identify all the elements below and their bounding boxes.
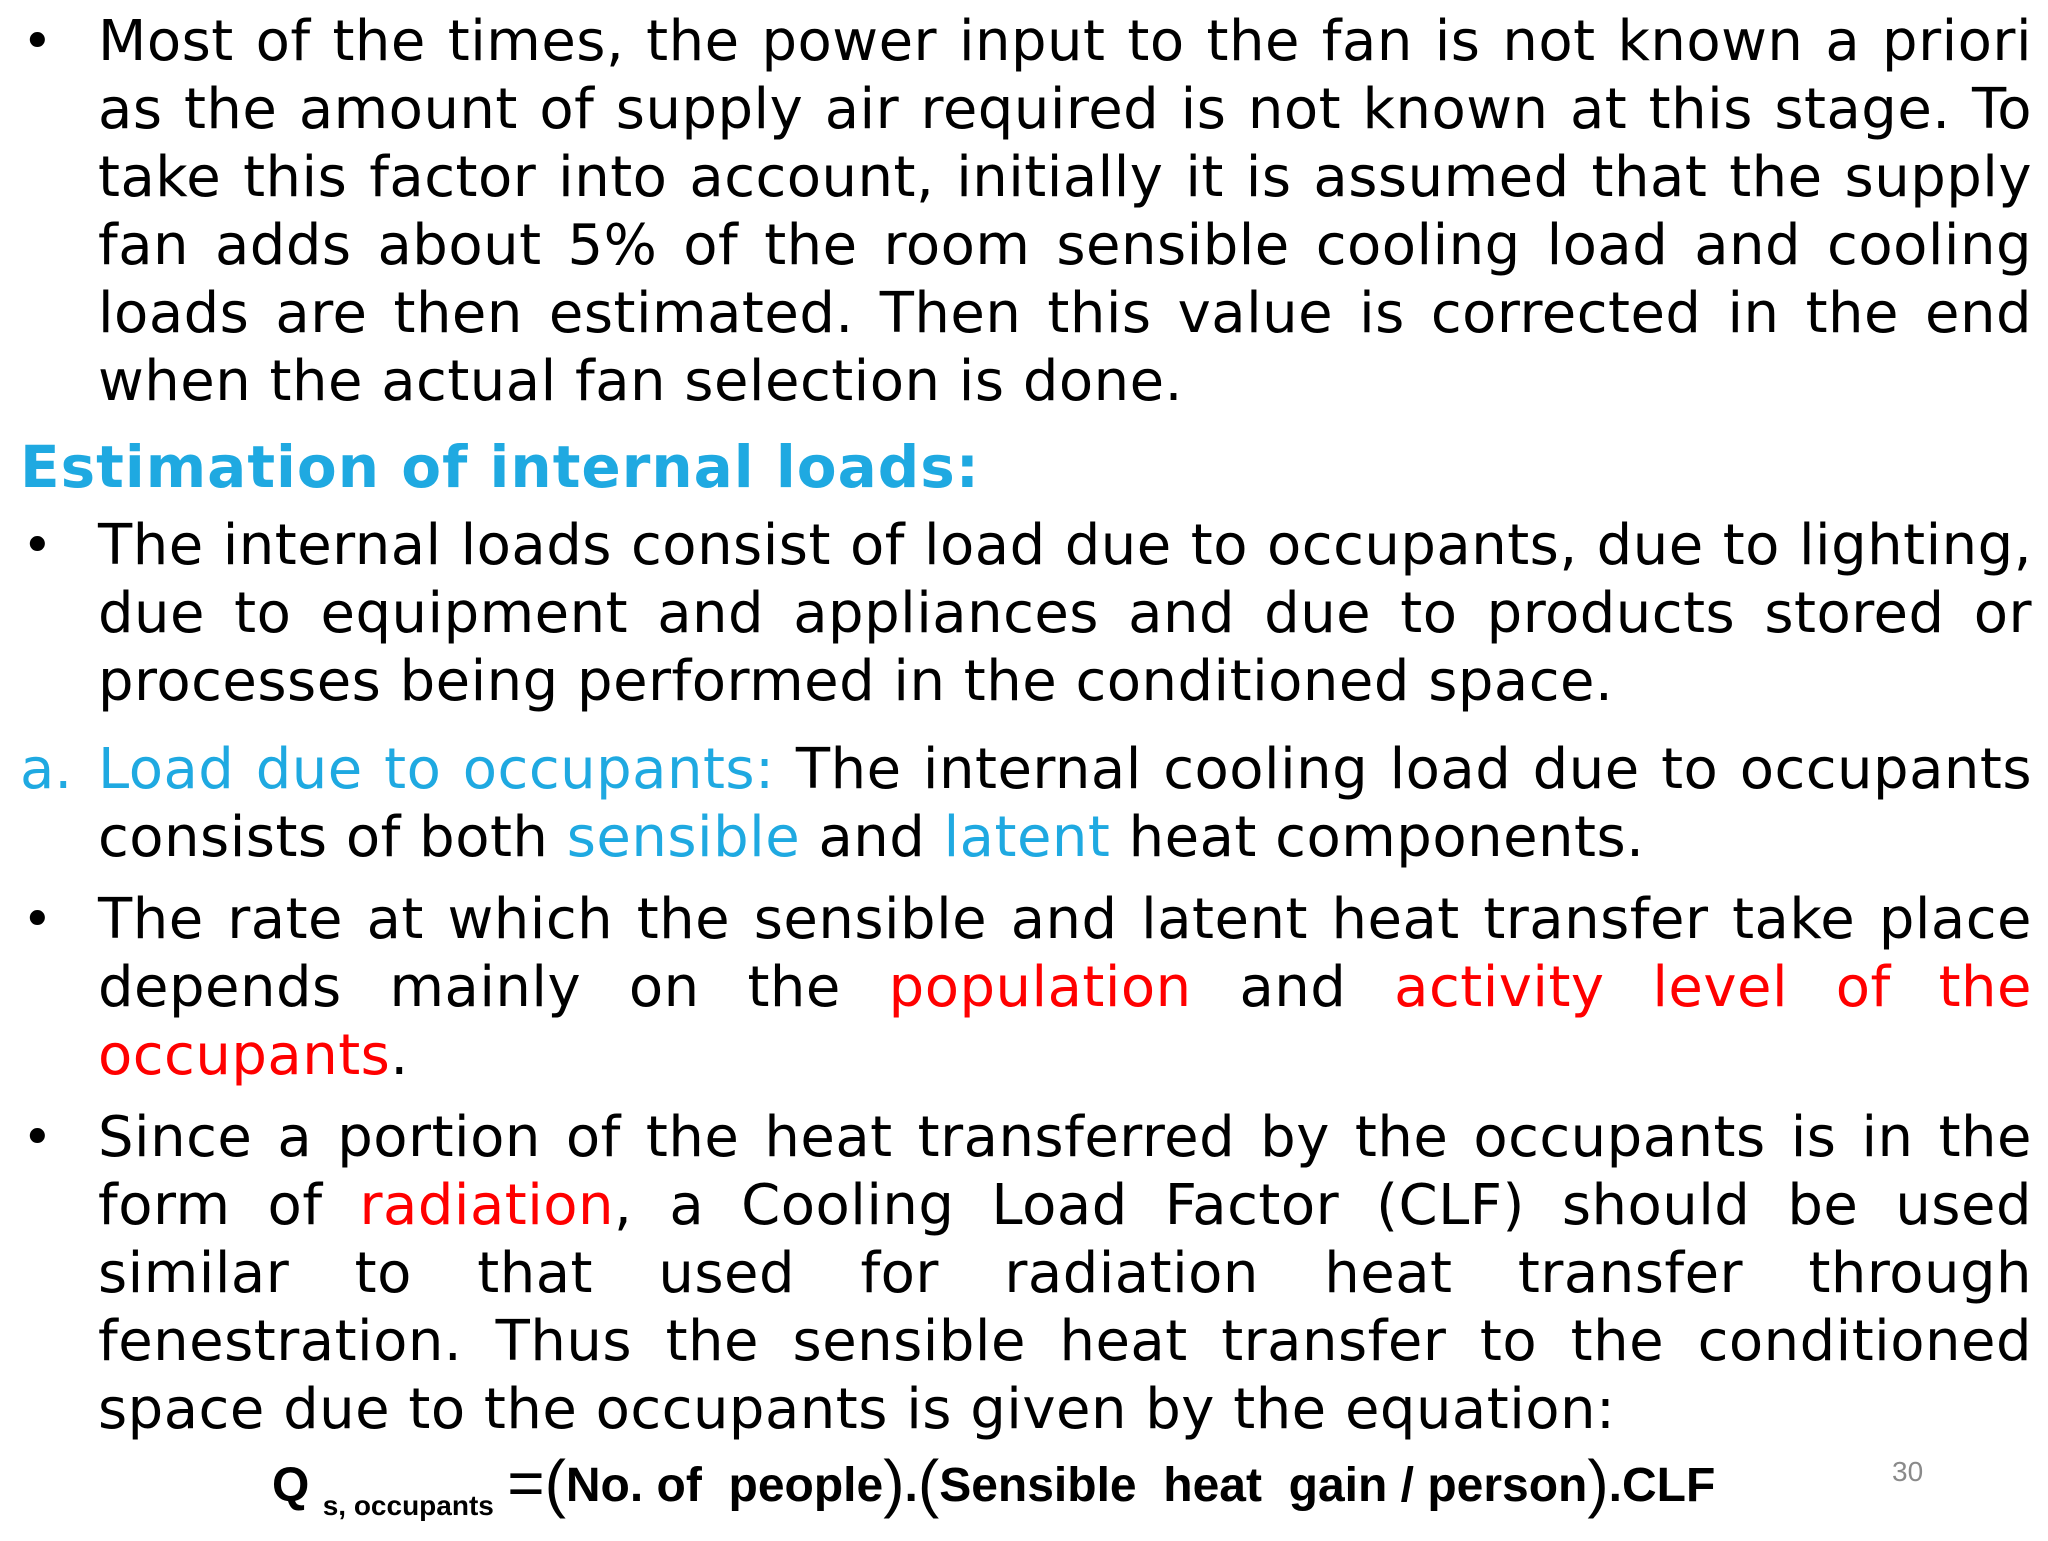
equation-q: Q	[272, 1459, 310, 1512]
bullet-1: •	[22, 12, 53, 72]
bullet-2: •	[22, 516, 53, 576]
paragraph-internal-loads-text: The internal loads consist of load due to occupants, due to lighting, due to equipment and appliances and due to products stored or processes being performed in the conditioned space.	[98, 513, 2032, 714]
equation-open-paren-2: (	[917, 1447, 940, 1519]
page-number: 30	[1892, 1456, 1924, 1487]
latent-term: latent	[943, 805, 1111, 870]
bullet-3: •	[22, 890, 53, 950]
equation-open-paren-1: (	[544, 1447, 566, 1519]
item-a-text-3: heat components.	[1110, 805, 1645, 870]
sensible-term: sensible	[566, 805, 801, 870]
equation-close-paren-1: )	[883, 1447, 905, 1519]
paragraph-clf-text-1: Since a portion of the heat transferred by the occupants is in the form of	[98, 1105, 2032, 1238]
item-a-marker: a.	[20, 737, 73, 802]
equation-equals: =	[507, 1447, 545, 1519]
paragraph-clf-text-2: , a Cooling Load Factor (CLF) should be used similar to that used for radiation heat transfer through fenestration. Thus the sensible heat transfer to the conditioned space due to the occupants is given by the equation:	[98, 1173, 2032, 1442]
population-term: population	[888, 955, 1192, 1020]
equation-close-paren-2: )	[1587, 1447, 1609, 1519]
equation-dot: .	[904, 1459, 918, 1512]
item-a-occupants	[98, 736, 2032, 872]
paragraph-internal-loads	[98, 512, 2032, 716]
item-a-text-2: and	[800, 805, 944, 870]
occupant-heat-equation	[272, 1448, 1715, 1541]
activity-term: activity level of the occupants	[98, 955, 2032, 1088]
radiation-term: radiation	[359, 1173, 615, 1238]
item-a-text-1: The internal cooling load due to occupants consists of both	[98, 737, 2033, 870]
equation-gain: Sensible heat gain / person	[939, 1459, 1588, 1512]
item-a-title: Load due to occupants:	[98, 737, 775, 802]
paragraph-heat-rate-text-2: and	[1191, 955, 1395, 1020]
equation-clf: .CLF	[1608, 1459, 1716, 1512]
paragraph-clf	[98, 1104, 2032, 1444]
paragraph-heat-rate	[98, 886, 2032, 1090]
paragraph-fan-power-text: Most of the times, the power input to the fan is not known a priori as the amount of supply air required is not known at this stage. To take this factor into account, initially it is assumed that the supply fan adds about 5% of the room sensible cooling load and cooling loads are then estimated. Then this value is corrected in the end when the actual fan selection is done.	[98, 9, 2032, 414]
section-heading: Estimation of internal loads:	[20, 433, 980, 501]
paragraph-heat-rate-text-3: .	[390, 1023, 409, 1088]
bullet-4: •	[22, 1108, 53, 1168]
paragraph-heat-rate-text-1: The rate at which the sensible and latent heat transfer take place depends mainly on the	[98, 887, 2032, 1020]
equation-people: No. of people	[565, 1459, 884, 1512]
equation-subscript: s, occupants	[322, 1490, 494, 1521]
paragraph-fan-power	[98, 8, 2032, 416]
